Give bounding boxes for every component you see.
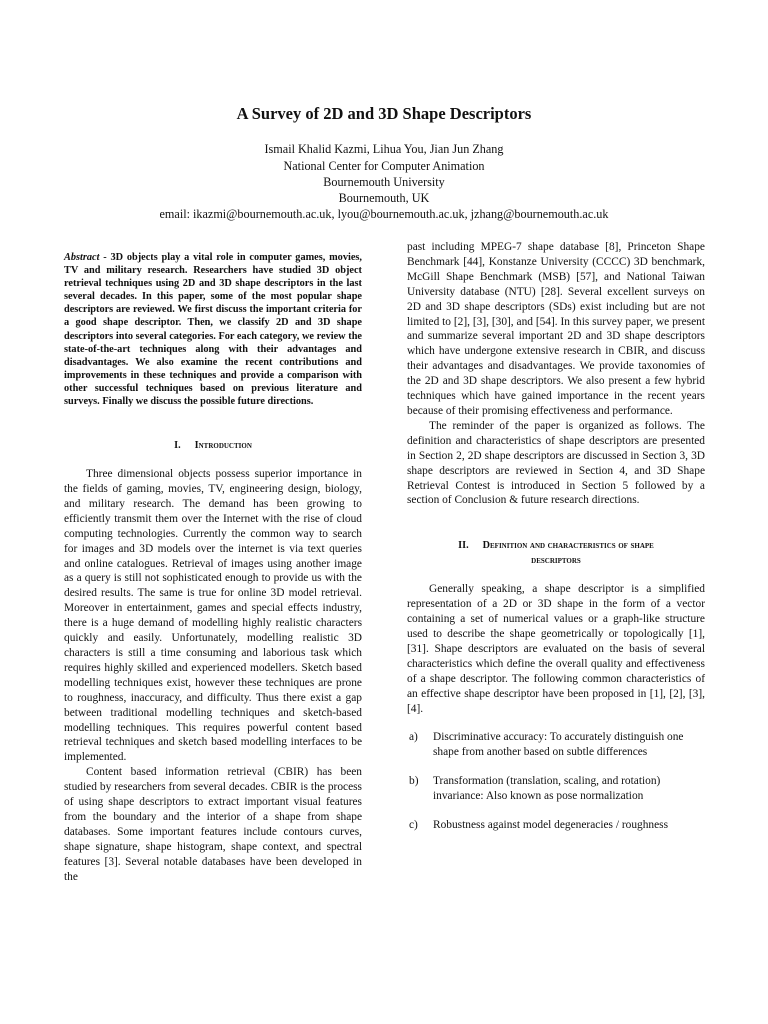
right-column xyxy=(407,240,705,833)
list-item xyxy=(409,774,705,804)
section-1-title: Introduction xyxy=(194,440,252,452)
section-2-number: II. xyxy=(458,540,469,552)
intro-paragraph-4: The reminder of the paper is organized as follows. The definition and characteristics of shape descriptors are presented in Section 2, 2D shape descriptors are discussed in Section 3, 3D shape descriptors are reviewed in Section 4, and 3D Shape Retrieval Contest is introduced in Section 5 followed by a section of Conclusion & future research directions. xyxy=(407,419,705,507)
author-block xyxy=(0,141,768,222)
intro-paragraph-2: Content based information retrieval (CBIR) has been studied by researchers from several decades. CBIR is the process of using shape descriptors to extract important visual features from the boundary and the interior of a shape from shape databases. Some important features include contours curves, shape signature, shape histogram, shape context, and spectral features [3]. Several notable databases have been developed in the xyxy=(64,766,362,883)
left-column xyxy=(64,251,362,885)
list-item xyxy=(409,730,705,760)
section-2-title-line2: descriptors xyxy=(531,555,581,567)
section-2-heading xyxy=(407,538,705,568)
intro-paragraph-3: past including MPEG-7 shape database [8], Princeton Shape Benchmark [44], Konstanze University (CCCC) 3D benchmark, McGill Shape Benchmark (MSB) [57], and National Taiwan University database (NTU) [28]. Several excellent surveys on 2D and 3D shape descriptors (SDs) exist including but are not limited to [2], [3], [30], and [54]. In this survey paper, we present and summarize several important 2D and 3D shape descriptors which have undergone extensive research in CBIR, and discuss their advantages and disadvantages. We provide taxonomies of the 2D and 3D shape descriptors. We also present a few hybrid techniques which have gained importance in the recent years because of their promising effectiveness and performance. xyxy=(407,241,705,417)
abstract-lead: Abstract xyxy=(64,252,100,263)
list-item xyxy=(409,818,705,833)
list-item-marker: b) xyxy=(409,775,419,788)
paper-title: A Survey of 2D and 3D Shape Descriptors xyxy=(236,104,532,123)
intro-paragraph-1: Three dimensional objects possess superior importance in the fields of gaming, movies, TV, engineering design, biology, and military research. The demand has been growing to efficiently transmit them over the Internet with the rise of cloud computing technologies. Currently the common way to search for images and 3D models over the internet is via text queries and online catalogues. Retrieval of images using another image as a query is still not sophisticated enough to provide us with the desired results. The same is true for online 3D model retrieval. Moreover in entertainment, games and special effects industry, there is a huge demand of modelling highly realistic characters quickly and easily. Unfortunately, modelling realistic 3D characters is still a time consuming and laborious task which requires highly skilled and experienced modellers. Sketch based modelling techniques exist, however these techniques are prone to roughness, inaccuracy, and difficulty. Thus there exist a gap between traditional modelling techniques and sketch-based modelling techniques. This requires powerful content based retrieval techniques and sketch based modelling interfaces to be implemented. xyxy=(64,468,362,764)
list-item-text: Robustness against model degeneracies / roughness xyxy=(433,819,669,832)
section-1-number: I. xyxy=(174,440,181,452)
list-item-text: Transformation (translation, scaling, and rotation) invariance: Also known as pose normalization xyxy=(433,775,661,803)
section-2-title-line1: Definition and characteristics of shape xyxy=(482,540,654,552)
affiliation-center: National Center for Computer Animation xyxy=(283,159,485,173)
abstract xyxy=(64,251,362,408)
affiliation-university: Bournemouth University xyxy=(323,175,445,189)
affiliation-location: Bournemouth, UK xyxy=(338,191,430,205)
author-names: Ismail Khalid Kazmi, Lihua You, Jian Jun Zhang xyxy=(264,142,504,156)
section-1-heading xyxy=(64,438,362,453)
list-item-text: Discriminative accuracy: To accurately distinguish one shape from another based on subtle differences xyxy=(433,731,684,759)
characteristics-list xyxy=(407,730,705,833)
author-emails: email: ikazmi@bournemouth.ac.uk, lyou@bournemouth.ac.uk, jzhang@bournemouth.ac.uk xyxy=(159,207,609,221)
list-item-marker: a) xyxy=(409,731,418,744)
list-item-marker: c) xyxy=(409,819,418,832)
abstract-text: - 3D objects play a vital role in computer games, movies, TV and military research. Researchers have studied 3D object retrieval techniques using 2D and 3D shape descriptors in the last several decades. In this paper, some of the most popular shape descriptors are reviewed. We first discuss the important criteria for a good shape descriptor. Then, we classify 2D and 3D shape descriptors into several categories. For each category, we review the state-of-the-art techniques along with their advantages and disadvantages. We also examine the recent contributions and improvements in these techniques and provide a comparison with other successful techniques based on previous literature and surveys. Finally we discuss the possible future directions. xyxy=(64,252,362,408)
section-2-paragraph-1: Generally speaking, a shape descriptor is a simplified representation of a 2D or 3D shape in the form of a vector containing a set of numerical values or a graph-like structure used to describe the shape geometrically or topologically [1], [31]. Shape descriptors are evaluated on the basis of several characteristics which define the overall quality and effectiveness of a shape descriptor. The following common characteristics of an effective shape descriptor have been proposed in [1], [2], [3], [4]. xyxy=(407,583,705,715)
